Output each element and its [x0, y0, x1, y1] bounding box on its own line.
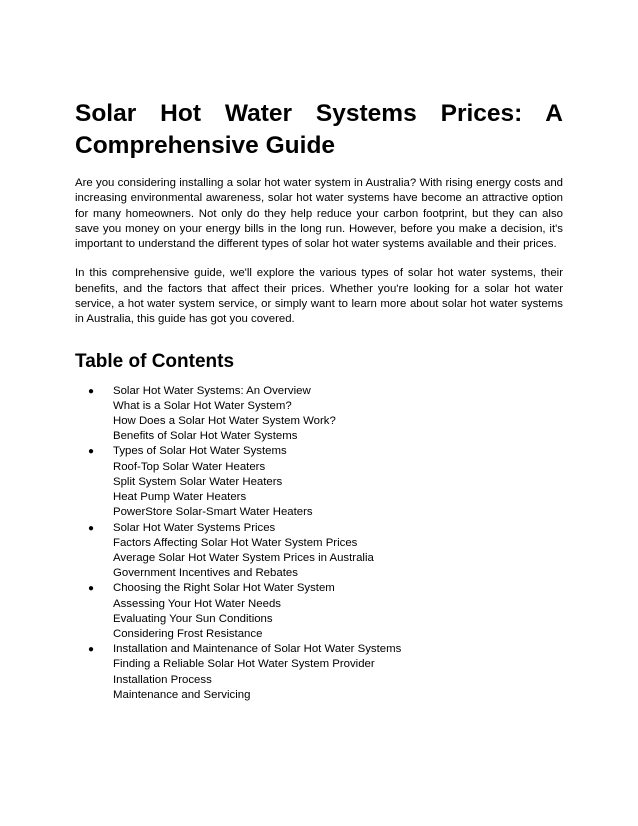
toc-section-title: Choosing the Right Solar Hot Water System [113, 582, 335, 595]
bullet-icon: ● [88, 583, 95, 595]
toc-section [75, 384, 563, 445]
toc-subsection-item: Heat Pump Water Heaters [113, 491, 247, 504]
page-title [75, 98, 563, 162]
toc-subsection-item: Roof-Top Solar Water Heaters [113, 460, 266, 473]
toc-section-title: Types of Solar Hot Water Systems [113, 445, 287, 458]
toc-subsection-list [113, 597, 563, 643]
intro-paragraph: In this comprehensive guide, we'll explore the various types of solar hot water systems, their benefits, and the factors that affect their prices. Whether you're looking for a solar hot water service, a hot water system service, or simply want to learn more about solar hot water systems in Australia, this guide has got you covered. [75, 267, 563, 326]
page-title-line-1: Solar Hot Water Systems Prices: A [75, 100, 563, 127]
toc-subsection-item: Finding a Reliable Solar Hot Water System Provider [113, 658, 375, 671]
bullet-icon: ● [88, 522, 95, 534]
toc-subsection-item: Split System Solar Water Heaters [113, 475, 283, 488]
bullet-icon: ● [88, 385, 95, 397]
toc-subsection-item: Installation Process [113, 673, 212, 686]
toc-subsection-list [113, 460, 563, 521]
toc-section [75, 521, 563, 582]
bullet-icon: ● [88, 446, 95, 458]
toc-section [75, 444, 563, 520]
toc-subsection-item: Government Incentives and Rebates [113, 567, 298, 580]
toc-section [75, 642, 563, 703]
toc-section-title: Solar Hot Water Systems: An Overview [113, 384, 311, 397]
toc-subsection-item: Benefits of Solar Hot Water Systems [113, 430, 298, 443]
toc-subsection-item: Maintenance and Servicing [113, 688, 251, 701]
toc-subsection-list [113, 399, 563, 445]
toc-subsection-item: Evaluating Your Sun Conditions [113, 612, 273, 625]
toc-section-title: Installation and Maintenance of Solar Hot Water Systems [113, 643, 402, 656]
toc-subsection-item: Assessing Your Hot Water Needs [113, 597, 281, 610]
bullet-icon: ● [88, 644, 95, 656]
toc-section-title: Solar Hot Water Systems Prices [113, 521, 276, 534]
toc-heading: Table of Contents [75, 350, 235, 372]
toc-subsection-list [113, 536, 563, 582]
toc-subsection-list [113, 657, 563, 703]
toc-subsection-item: PowerStore Solar-Smart Water Heaters [113, 506, 313, 519]
toc-subsection-item: What is a Solar Hot Water System? [113, 399, 292, 412]
toc-subsection-item: Average Solar Hot Water System Prices in Australia [113, 551, 374, 564]
table-of-contents [75, 384, 563, 703]
toc-subsection-item: How Does a Solar Hot Water System Work? [113, 415, 336, 428]
intro-paragraph: Are you considering installing a solar hot water system in Australia? With rising energy costs and increasing environmental awareness, solar hot water systems have become an attractive option for many homeowners. Not only do they help reduce your carbon footprint, but they can also save you money on your energy bills in the long run. However, before you make a decision, it's important to understand the different types of solar hot water systems available and their prices. [75, 177, 563, 251]
toc-subsection-item: Considering Frost Resistance [113, 627, 263, 640]
page-title-line-2: Comprehensive Guide [75, 132, 336, 159]
document-page [75, 98, 563, 703]
toc-section [75, 581, 563, 642]
toc-subsection-item: Factors Affecting Solar Hot Water System Prices [113, 536, 358, 549]
